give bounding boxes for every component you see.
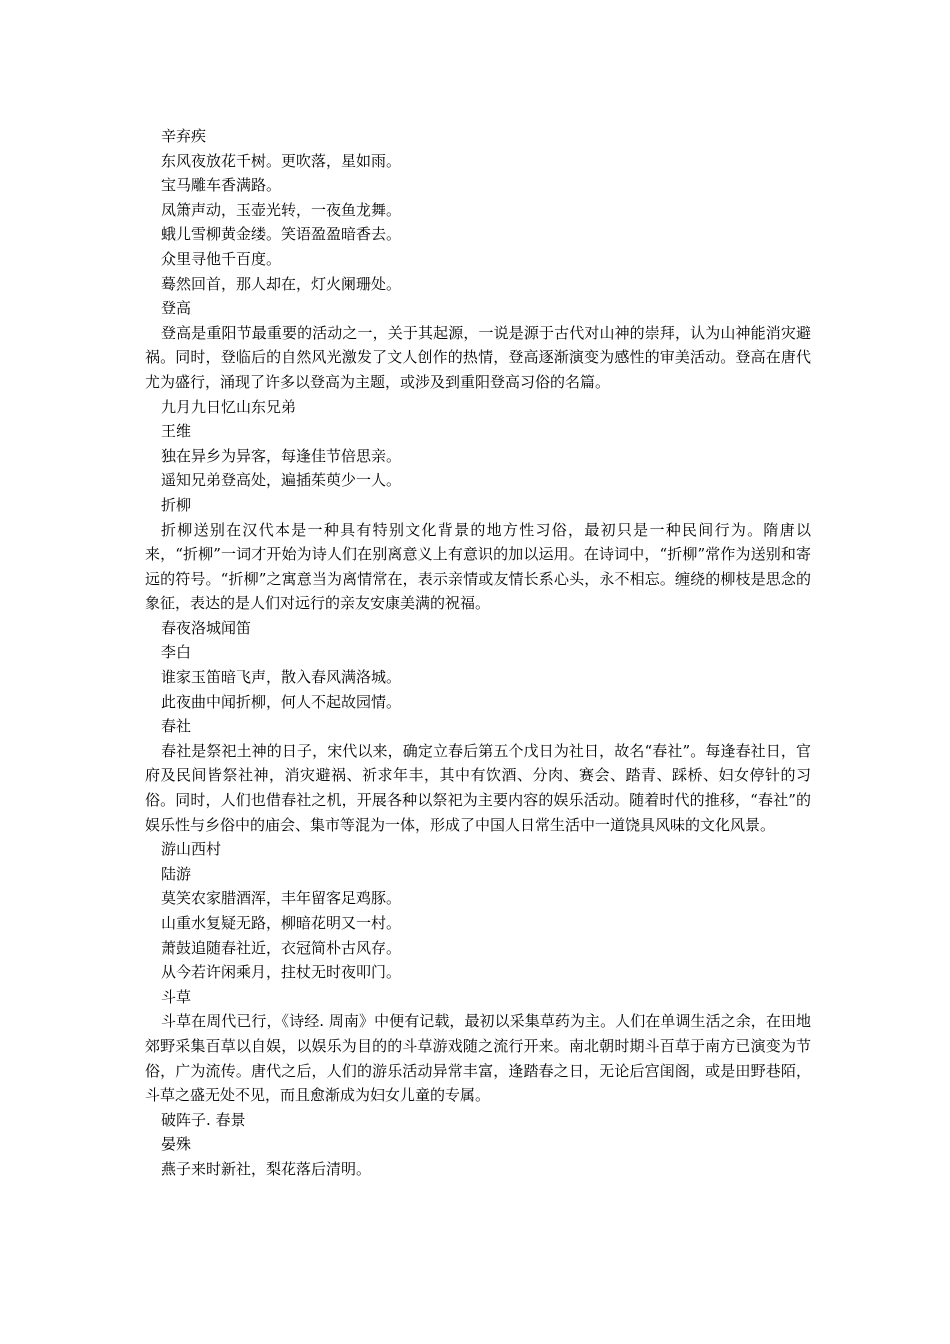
poem-author: 陆游 xyxy=(161,864,192,883)
poem-verse: 凤箫声动，玉壶光转，一夜鱼龙舞。 xyxy=(161,200,402,219)
section-paragraph: 斗草在周代已行，《诗经. 周南》中便有记载，最初以采集草药为主。人们在单调生活之余，在田地郊野采集百草以自娱，以娱乐为目的的斗草游戏随之流行开来。南北朝时期斗百草于南方已演变为节俗，广为流传。唐代之后，人们的游乐活动异常丰富，逢踏春之日，无论后宫闺阁，或是田野巷陌，斗草之盛无处不见，而且愈渐成为妇女儿童的专属。 xyxy=(145,1012,811,1105)
document-body xyxy=(145,124,811,1182)
poem-verse: 燕子来时新社，梨花落后清明。 xyxy=(161,1159,372,1178)
section-paragraph: 登高是重阳节最重要的活动之一，关于其起源，一说是源于古代对山神的崇拜，认为山神能消灾避祸。同时，登临后的自然风光激发了文人创作的热情，登高逐渐演变为感性的审美活动。登高在唐代尤为盛行，涌现了许多以登高为主题，或涉及到重阳登高习俗的名篇。 xyxy=(145,323,811,391)
poem-verse: 东风夜放花千树。更吹落，星如雨。 xyxy=(161,151,402,170)
section-heading: 斗草 xyxy=(161,987,192,1006)
section-heading: 春社 xyxy=(161,717,192,736)
poem-verse: 萧鼓追随春社近，衣冠简朴古风存。 xyxy=(161,938,402,957)
poem-verse: 蛾儿雪柳黄金缕。笑语盈盈暗香去。 xyxy=(161,225,402,244)
poem-verse: 此夜曲中闻折柳，何人不起故园情。 xyxy=(161,692,402,711)
poem-verse: 蓦然回首，那人却在，灯火阑珊处。 xyxy=(161,274,402,293)
poem-title: 九月九日忆山东兄弟 xyxy=(161,397,297,416)
poem-title: 破阵子. 春景 xyxy=(161,1110,246,1129)
section-heading: 折柳 xyxy=(161,495,192,514)
section-heading: 登高 xyxy=(161,299,192,318)
poem-verse: 众里寻他千百度。 xyxy=(161,249,282,268)
poem-author: 辛弃疾 xyxy=(161,127,207,145)
poem-verse: 莫笑农家腊酒浑，丰年留客足鸡豚。 xyxy=(161,889,402,908)
poem-verse: 遥知兄弟登高处，遍插茱萸少一人。 xyxy=(161,471,402,490)
poem-title: 游山西村 xyxy=(161,840,222,859)
poem-verse: 从今若许闲乘月，拄杖无时夜叩门。 xyxy=(161,963,402,982)
poem-author: 王维 xyxy=(161,422,192,441)
section-paragraph: 折柳送别在汉代本是一种具有特别文化背景的地方性习俗，最初只是一种民间行为。隋唐以来，“折柳”一词才开始为诗人们在别离意义上有意识的加以运用。在诗词中，“折柳”常作为送别和寄远的符号。“折柳”之寓意当为离情常在，表示亲情或友情长系心头，永不相忘。缠绕的柳枝是思念的象征，表达的是人们对远行的亲友安康美满的祝福。 xyxy=(145,520,811,613)
poem-verse: 山重水复疑无路，柳暗花明又一村。 xyxy=(161,914,402,932)
poem-author: 李白 xyxy=(161,643,192,662)
poem-author: 晏殊 xyxy=(161,1135,192,1154)
poem-title: 春夜洛城闻笛 xyxy=(161,618,252,637)
poem-verse: 宝马雕车香满路。 xyxy=(161,176,282,195)
poem-verse: 谁家玉笛暗飞声，散入春风满洛城。 xyxy=(161,668,402,687)
poem-verse: 独在异乡为异客，每逢佳节倍思亲。 xyxy=(161,446,402,465)
section-paragraph: 春社是祭祀土神的日子，宋代以来，确定立春后第五个戊日为社日，故名“春社”。每逢春社日，官府及民间皆祭社神，消灾避祸、祈求年丰，其中有饮酒、分肉、赛会、踏青、踩桥、妇女停针的习俗。同时，人们也借春社之机，开展各种以祭祀为主要内容的娱乐活动。随着时代的推移，“春社”的娱乐性与乡俗中的庙会、集市等混为一体，形成了中国人日常生活中一道饶具风味的文化风景。 xyxy=(145,741,811,834)
